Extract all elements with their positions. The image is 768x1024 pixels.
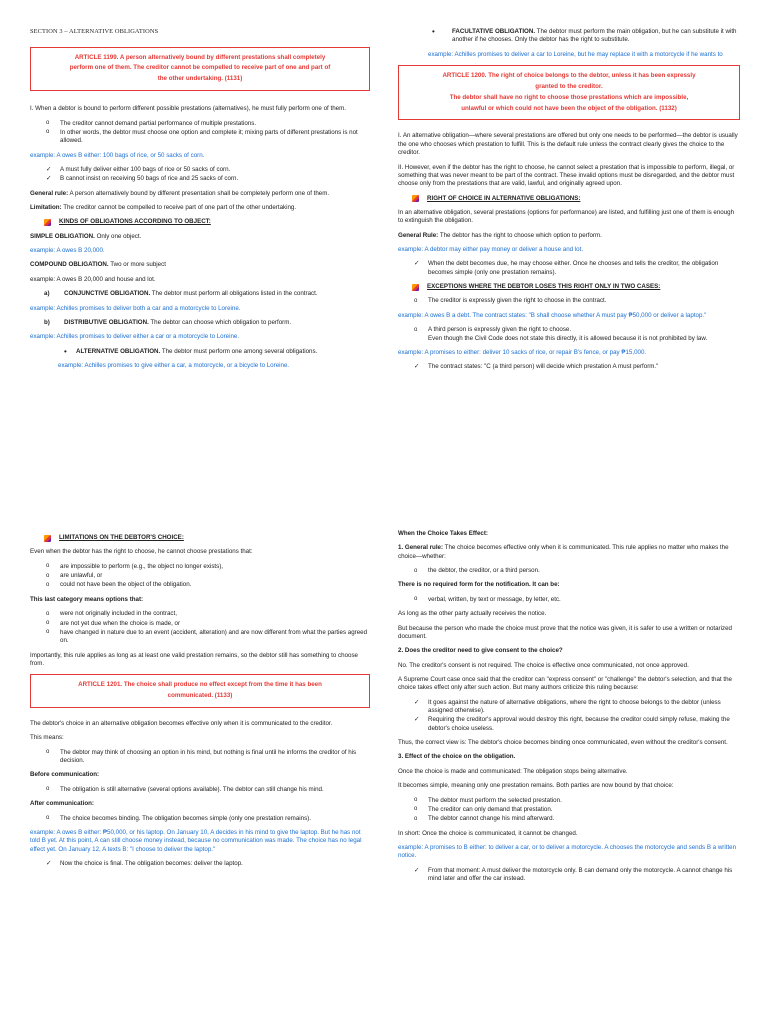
label: DISTRIBUTIVE OBLIGATION. [64,318,149,326]
article-line: unlawful or which could not have been the object of the obligation. (1132) [461,104,677,112]
label: CONJUNCTIVE OBLIGATION. [64,290,151,298]
list-marker: b) [44,318,50,326]
subheading: There is no required form for the notification. It can be: [398,581,560,589]
list-item: o The creditor can only demand that prestation. [398,806,740,814]
article-1201-box [30,674,370,708]
paragraph: This means: [30,734,64,742]
label: SIMPLE OBLIGATION. [30,232,95,240]
bullet-list [30,563,370,590]
list-item: o The debtor cannot change his mind afterward. [398,815,740,823]
list-item: ✓ A must fully deliver either 100 bags of rice or 50 sacks of corn. [30,166,370,174]
label: COMPOUND OBLIGATION. [30,261,109,269]
bullet-list [398,567,740,575]
check-list [30,860,370,868]
list-item: o The debtor must perform the selected prestation. [398,797,740,805]
label: 1. General rule: [398,544,444,552]
check-list [30,166,370,184]
list-item: ✓ From that moment: A must deliver the motorcycle only. B can demand only the motorcycle. A cannot change his mind later and offer the car instead. [398,867,740,884]
conjunctive-obligation [30,290,370,298]
paragraph: Even when the debtor has the right to choose, he cannot choose prestations that: [30,548,253,556]
bullet-list [30,786,370,794]
text: The creditor cannot be compelled to receive part of one part of the other undertaking. [61,204,297,212]
section-header: SECTION 3 – ALTERNATIVE OBLIGATIONS [30,28,159,35]
alternative-obligation [30,348,370,356]
example: example: Achilles promises to deliver a car to Loreine, but he may replace it with a motorcycle if he wants to [428,50,723,58]
list-item: ✓ It goes against the nature of alternative obligations, where the right to choose belongs to the debtor (unless assigned otherwise). [398,699,740,716]
check-list [398,867,740,884]
text: Two or more subject [108,261,166,269]
bullet-list [30,815,370,823]
paragraph: No. The creditor's consent is not required. The choice is effective once communicated, not once approved. [398,661,689,669]
section-heading [412,283,740,291]
general-rule [30,190,370,198]
list-item: o verbal, written, by text or message, by letter, etc. [398,596,740,604]
paragraph: The debtor's choice in an alternative obligation becomes effective only when it is communicated to the creditor. [30,720,333,727]
text: A third person is expressly given the right to choose. [428,326,572,334]
example: example: A debtor may either pay money or deliver a house and lot. [398,246,584,254]
label: General rule: [30,189,69,197]
subheading: 2. Does the creditor need to give consent to the choice? [398,647,563,655]
text: The choice becomes effective only when it is communicated. This rule applies no matter who makes the choice—whether: [398,544,729,560]
article-1199-box [30,47,370,92]
general-rule [398,232,740,240]
list-item: o The creditor is expressly given the right to choose in the contract. [398,297,740,305]
article-line: the other undertaking. (1131) [157,75,243,83]
text: Even though the Civil Code does not state this directly, it is allowed because it is not prohibited by law. [428,334,708,342]
paragraph: A Supreme Court case once said that the creditor can "express consent" or "challenge" the debtor's selection, and that the choice takes effect only after such action. But many authors criticize this ruling because: [398,675,732,692]
paragraph: It becomes simple, meaning only one prestation remains. Both parties are now bound by that choice: [398,782,674,790]
subheading: This last category means options that: [30,595,144,603]
bullet-list [30,120,370,146]
section-bullet-icon [44,535,51,542]
example: example: A owes B a debt. The contract states: "B shall choose whether A must pay ₱50,000 or deliver a laptop." [398,311,707,319]
list-item: o The choice becomes binding. The obligation becomes simple (only one prestation remains). [30,815,370,823]
distributive-obligation [30,319,370,327]
text: The debtor can choose which obligation to perform. [148,318,292,326]
section-heading [412,195,740,203]
bullet-list [398,297,740,305]
bullet-list [398,797,740,824]
list-item: o In other words, the debtor must choose one option and complete it; mixing parts of different prestations is not allowed. [30,129,370,146]
example: example: A owes B either: 100 bags of rice, or 50 sacks of corn. [30,151,205,159]
article-line: ARTICLE 1200. The right of choice belongs to the debtor, unless it has been expressly [442,72,696,80]
section-heading [44,534,370,542]
text: A person alternatively bound by different presentation shall be completely perform one of them. [68,189,330,197]
list-item: o were not originally included in the contract, [30,610,370,618]
paragraph: II. However, even if the debtor has the right to choose, he cannot select a prestation that is impossible to perform, illegal, or something that was never meant to be part of the contract. These invalid options must be disregarded, and the debtor must choose only from the prestations that are valid, lawful, and originally agreed upon. [398,163,735,188]
bullet-list [30,348,370,356]
page-2 [398,28,740,378]
section-bullet-icon [412,284,419,291]
paragraph: In short: Once the choice is communicated, it cannot be changed. [398,829,578,837]
article-line: granted to the creditor. [535,82,603,90]
heading-text: KINDS OF OBLIGATIONS ACCORDING TO OBJECT: [59,218,211,226]
paragraph: I. An alternative obligation—where several prestations are offered but only one needs to be performed—the debtor is usually the one who chooses which prestation to fulfill. This is the default rule unless the contract clearly gives the choice to the creditor. [398,132,738,157]
section-bullet-icon [44,219,51,226]
check-list [398,363,740,371]
list-marker: a) [44,290,50,298]
subheading: Before communication: [30,771,100,779]
list-item: ✓ Now the choice is final. The obligation becomes: deliver the laptop. [30,860,370,868]
section-heading [44,218,370,226]
text: The debtor must perform all obligations listed in the contract. [150,290,318,298]
list-item: ✓ B cannot insist on receiving 50 bags of rice and 25 sacks of corn. [30,175,370,183]
list-item: o The obligation is still alternative (several options available). The debtor can still change his mind. [30,786,370,794]
bullet-list [398,28,740,45]
list-item: ✓ Requiring the creditor's approval would destroy this right, because the creditor could simply refuse, making the debtor's choice useless. [398,716,740,733]
list-item: o The creditor cannot demand partial performance of multiple prestations. [30,120,370,128]
list-item: o have changed in nature due to an event (accident, alteration) and are now different from what the parties agreed on. [30,629,370,646]
heading-text: LIMITATIONS ON THE DEBTOR'S CHOICE: [59,534,184,541]
text: The debtor must perform one among several obligations. [160,347,318,355]
check-list [398,699,740,733]
list-item: o are not yet due when the choice is made, or [30,620,370,628]
bullet-list [30,610,370,645]
text: The debtor has the right to choose which option to perform. [438,231,602,239]
paragraph: As long as the other party actually receives the notice. [398,610,547,618]
compound-obligation [30,261,370,269]
example: example: A promises to either: deliver 10 sacks of rice, or repair B's fence, or pay ₱15,000. [398,348,647,356]
page-3 [30,530,370,874]
paragraph: Thus, the correct view is: The debtor's choice becomes binding once communicated, even without the creditor's consent. [398,739,728,747]
article-line: communicated. (1133) [167,692,233,700]
label: Limitation: [30,204,62,212]
page-4 [398,530,740,889]
check-list [398,260,740,277]
list-item: o are unlawful, or [30,572,370,580]
text: The debtor must perform the main obligation, but he can substitute it with another if he chooses. Only the debtor has the right to substitute. [452,28,737,44]
paragraph: Once the choice is made and communicated: The obligation stops being alternative. [398,767,628,775]
example: example: A promises to B either: to deliver a car, or to deliver a motorcycle. A chooses the motorcycle and sends B a written notice. [398,843,737,860]
list-item: o could not have been the object of the obligation. [30,581,370,589]
subheading: After communication: [30,800,94,808]
example: example: A owes B 20,000. [30,247,105,255]
label: General Rule: [398,231,439,239]
paragraph [398,544,740,561]
article-1200-box [398,65,740,120]
example: example: Achilles promises to deliver either a car or a motorcycle to Loreine. [30,333,240,341]
label: FACULTATIVE OBLIGATION. [452,28,536,35]
paragraph: In an alternative obligation, several prestations (options for performance) are listed, and fulfilling just one of them is enough to extinguish the obligation. [398,208,735,225]
example: example: Achilles promises to deliver both a car and a motorcycle to Loreine. [30,304,241,312]
list-item: o The debtor may think of choosing an option in his mind, but nothing is final until he informs the creditor of his decision. [30,749,370,766]
simple-obligation [30,233,370,241]
bullet-list [398,326,740,343]
example-plain: example: A owes B 20,000 and house and lot. [30,275,156,283]
subheading: When the Choice Takes Effect: [398,530,488,537]
page-1 [30,28,370,376]
heading-text: EXCEPTIONS WHERE THE DEBTOR LOSES THIS RIGHT ONLY IN TWO CASES: [427,283,661,291]
paragraph: Importantly, this rule applies as long as at least one valid prestation remains, so the debtor still has something to choose from. [30,651,358,667]
paragraph: I. When a debtor is bound to perform different possible prestations (alternatives), he must fully perform one of them. [30,105,346,113]
text: Only one object. [94,232,142,240]
example: example: Achilles promises to give either a car, a motorcycle, or a bicycle to Loreine. [58,362,290,369]
article-line: ARTICLE 1199. A person alternatively bound by different prestations shall completely [74,53,326,61]
article-line: The debtor shall have no right to choose those prestations which are impossible, [449,93,689,101]
paragraph: But because the person who made the choice must prove that the notice was given, it is safer to use a written or notarized document. [398,624,732,640]
article-line: ARTICLE 1201. The choice shall produce no effect except from the time it has been [78,681,322,689]
list-item: ✓ When the debt becomes due, he may choose either. Once he chooses and tells the creditor, the obligation becomes simple (only one prestation remains). [398,260,740,277]
list-item: ✓ The contract states: "C (a third person) will decide which prestation A must perform." [398,363,740,371]
heading-text: RIGHT OF CHOICE IN ALTERNATIVE OBLIGATIONS: [427,194,581,202]
bullet-list [30,749,370,766]
label: ALTERNATIVE OBLIGATION. [76,347,161,355]
list-item: o the debtor, the creditor, or a third person. [398,567,740,575]
section-bullet-icon [412,195,419,202]
example: example: A owes B either: ₱50,000, or his laptop. On January 10, A decides in his mind to give the laptop. But he has not told B yet. At this point, A can still choose money instead, because no communication was made. The choice has no legal effect yet. On January 12, A texts B: "I choose to deliver the laptop." [30,828,362,853]
facultative-obligation [398,28,740,45]
article-line: perform one of them. The creditor cannot be compelled to receive part of one and part of [69,64,331,72]
list-item [398,326,740,343]
limitation [30,204,370,212]
list-item: o are impossible to perform (e.g., the object no longer exists), [30,563,370,571]
subheading: 3. Effect of the choice on the obligation. [398,753,516,761]
bullet-list [398,596,740,604]
